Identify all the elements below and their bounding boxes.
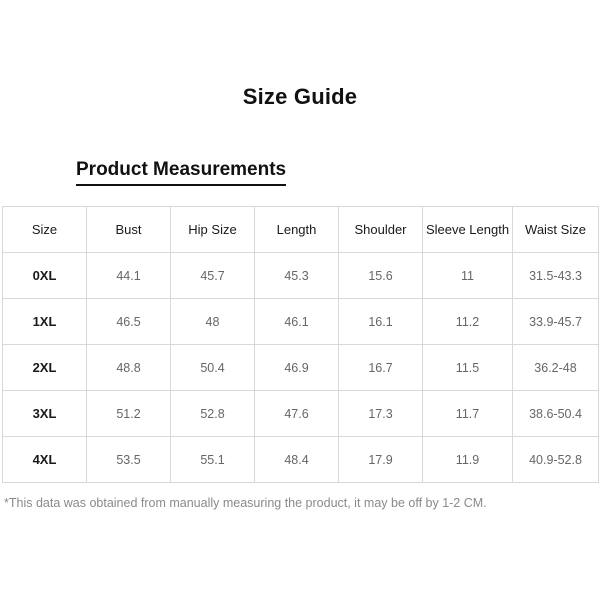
column-header-length: Length: [255, 207, 339, 253]
size-cell: 2XL: [3, 345, 87, 391]
page-title: Size Guide: [242, 84, 358, 109]
hip-size-cell: 52.8: [171, 391, 255, 437]
table-row: [3, 391, 599, 437]
table-row: [3, 345, 599, 391]
table-header-row: [3, 207, 599, 253]
table-row: [3, 299, 599, 345]
section-subtitle: Product Measurements: [76, 159, 286, 186]
hip-size-cell: 50.4: [171, 345, 255, 391]
measurement-disclaimer: *This data was obtained from manually measuring the product, it may be off by 1-2 CM.: [4, 496, 487, 510]
bust-cell: 51.2: [87, 391, 171, 437]
waist-size-cell: 33.9-45.7: [513, 299, 599, 345]
hip-size-cell: 55.1: [171, 437, 255, 483]
column-header-bust: Bust: [87, 207, 171, 253]
sleeve-length-cell: 11.7: [423, 391, 513, 437]
sleeve-length-cell: 11.9: [423, 437, 513, 483]
size-cell: 1XL: [3, 299, 87, 345]
column-header-sleeve-length: Sleeve Length: [423, 207, 513, 253]
waist-size-cell: 40.9-52.8: [513, 437, 599, 483]
bust-cell: 48.8: [87, 345, 171, 391]
waist-size-cell: 38.6-50.4: [513, 391, 599, 437]
length-cell: 45.3: [255, 253, 339, 299]
column-header-shoulder: Shoulder: [339, 207, 423, 253]
size-cell: 3XL: [3, 391, 87, 437]
shoulder-cell: 16.1: [339, 299, 423, 345]
waist-size-cell: 31.5-43.3: [513, 253, 599, 299]
bust-cell: 44.1: [87, 253, 171, 299]
hip-size-cell: 45.7: [171, 253, 255, 299]
length-cell: 46.9: [255, 345, 339, 391]
shoulder-cell: 17.3: [339, 391, 423, 437]
sleeve-length-cell: 11: [423, 253, 513, 299]
column-header-hip-size: Hip Size: [171, 207, 255, 253]
bust-cell: 46.5: [87, 299, 171, 345]
hip-size-cell: 48: [171, 299, 255, 345]
size-cell: 4XL: [3, 437, 87, 483]
length-cell: 46.1: [255, 299, 339, 345]
table-row: [3, 253, 599, 299]
bust-cell: 53.5: [87, 437, 171, 483]
measurements-table-container: [2, 206, 598, 479]
table-row: [3, 437, 599, 483]
size-cell: 0XL: [3, 253, 87, 299]
measurements-table: [2, 206, 599, 483]
sleeve-length-cell: 11.2: [423, 299, 513, 345]
length-cell: 48.4: [255, 437, 339, 483]
shoulder-cell: 15.6: [339, 253, 423, 299]
shoulder-cell: 17.9: [339, 437, 423, 483]
sleeve-length-cell: 11.5: [423, 345, 513, 391]
length-cell: 47.6: [255, 391, 339, 437]
column-header-waist-size: Waist Size: [513, 207, 599, 253]
column-header-size: Size: [3, 207, 87, 253]
shoulder-cell: 16.7: [339, 345, 423, 391]
waist-size-cell: 36.2-48: [513, 345, 599, 391]
